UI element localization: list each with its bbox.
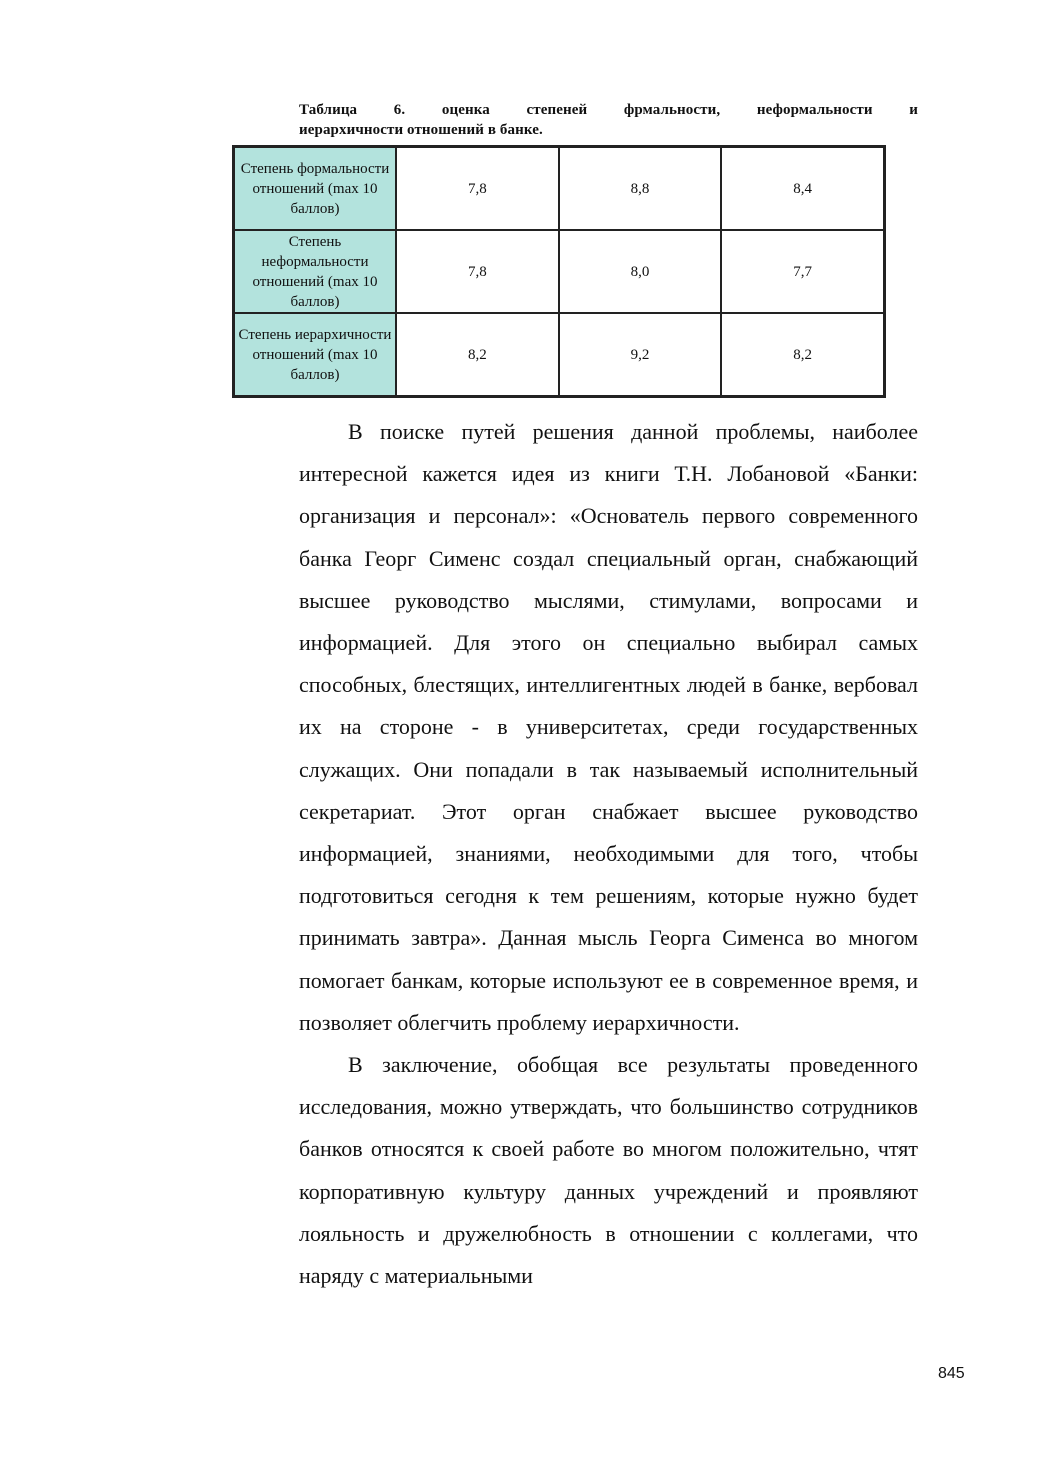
table-cell: 8,4: [721, 147, 884, 230]
table-row: [234, 230, 884, 313]
table-cell: 8,8: [559, 147, 722, 230]
page-number: 845: [938, 1365, 965, 1382]
table-caption: [299, 100, 918, 140]
table-cell: 9,2: [559, 313, 722, 396]
table-cell: 7,7: [721, 230, 884, 313]
row-label: Степень формальности отношений (max 10 баллов): [234, 147, 396, 230]
table-cell: 8,2: [396, 313, 559, 396]
body-text: [299, 411, 918, 1297]
caption-line-2: иерархичности отношений в банке.: [299, 122, 543, 138]
caption-line-1: Таблица 6. оценка степеней фрмальности, неформальности и: [299, 102, 918, 118]
row-label: Степень иерархичности отношений (max 10 баллов): [234, 313, 396, 396]
table-row: [234, 313, 884, 396]
table-cell: 7,8: [396, 147, 559, 230]
table-cell: 8,2: [721, 313, 884, 396]
table-row: [234, 147, 884, 230]
row-label: Степень неформальности отношений (max 10 баллов): [234, 230, 396, 313]
table-cell: 7,8: [396, 230, 559, 313]
paragraph: В заключение, обобщая все результаты проведенного исследования, можно утверждать, что большинство сотрудников банков относятся к своей работе во многом положительно, чтят корпоративную культуру данных учреждений и проявляют лояльность и дружелюбность в отношении с коллегами, что наряду с материальными: [299, 1052, 918, 1289]
table-cell: 8,0: [559, 230, 722, 313]
ratings-table: [232, 145, 886, 398]
paragraph: В поиске путей решения данной проблемы, наиболее интересной кажется идея из книги Т.Н. Лобановой «Банки: организация и персонал»: «Основатель первого современного банка Георг Сименс создал специальный орган, снабжающий высшее руководство мыслями, стимулами, вопросами и информацией. Для этого он специально выбирал самых способных, блестящих, интеллигентных людей в банке, вербовал их на стороне - в университетах, среди государственных служащих. Они попадали в так называемый исполнительный секретариат. Этот орган снабжает высшее руководство информацией, знаниями, необходимыми для того, чтобы подготовиться сегодня к тем решениям, которые нужно будет принимать завтра». Данная мысль Георга Сименса во многом помогает банкам, которые используют ее в современное время, и позволяет облегчить проблему иерархичности.: [299, 419, 918, 1035]
